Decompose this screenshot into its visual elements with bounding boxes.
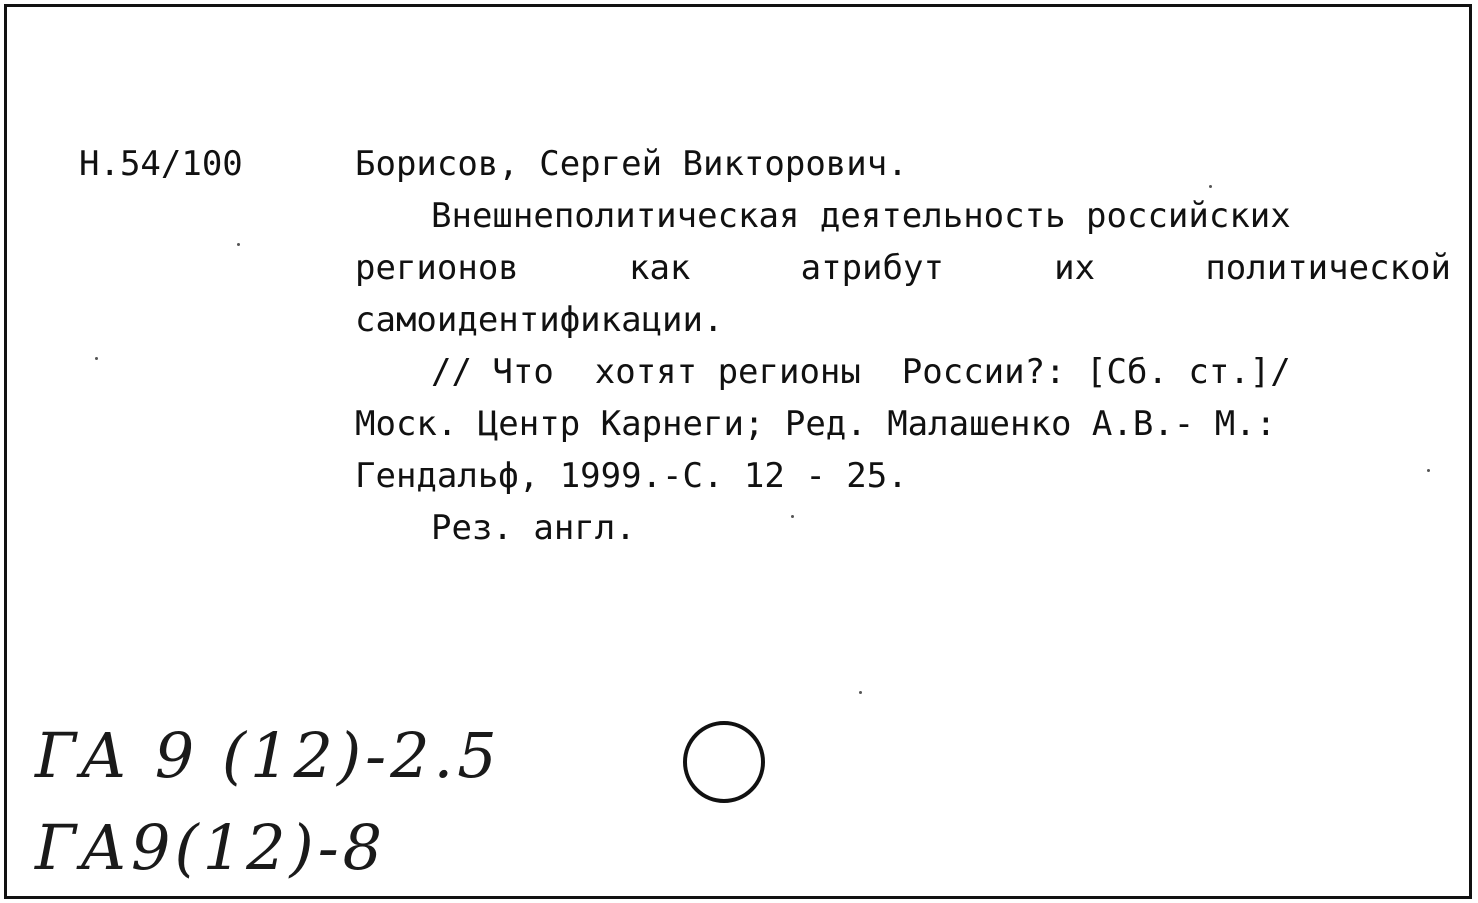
scan-speck <box>95 357 98 360</box>
scan-speck <box>237 243 240 246</box>
scan-speck <box>1209 185 1212 188</box>
catalog-card <box>4 4 1472 899</box>
handwritten-classification-1: ГА 9 (12)-2.5 <box>35 719 501 792</box>
title-line-2 <box>355 248 1451 288</box>
author-line: Борисов, Сергей Викторович. <box>355 144 908 184</box>
source-line-3: Гендальф, 1999.-С. 12 - 25. <box>355 456 908 496</box>
title-word: атрибут <box>800 248 944 288</box>
title-line-3: самоидентификации. <box>355 300 724 340</box>
scan-speck <box>791 515 794 518</box>
title-line-1: Внешнеполитическая деятельность российских <box>431 196 1291 236</box>
source-line-2: Моск. Центр Карнеги; Ред. Малашенко А.В.- М.: <box>355 404 1277 444</box>
call-number: Н.54/100 <box>79 144 243 184</box>
handwritten-classification-2: ГА9(12)-8 <box>35 811 387 884</box>
scan-speck <box>859 691 862 694</box>
card-punch-hole <box>683 721 765 803</box>
title-word: регионов <box>355 248 519 288</box>
summary-note: Рез. англ. <box>431 508 636 548</box>
title-word: как <box>628 248 691 288</box>
scan-speck <box>1427 469 1430 472</box>
title-word: их <box>1054 248 1096 288</box>
source-line-1: // Что хотят регионы России?: [Сб. ст.]/ <box>431 352 1291 392</box>
title-word: политической <box>1205 248 1451 288</box>
